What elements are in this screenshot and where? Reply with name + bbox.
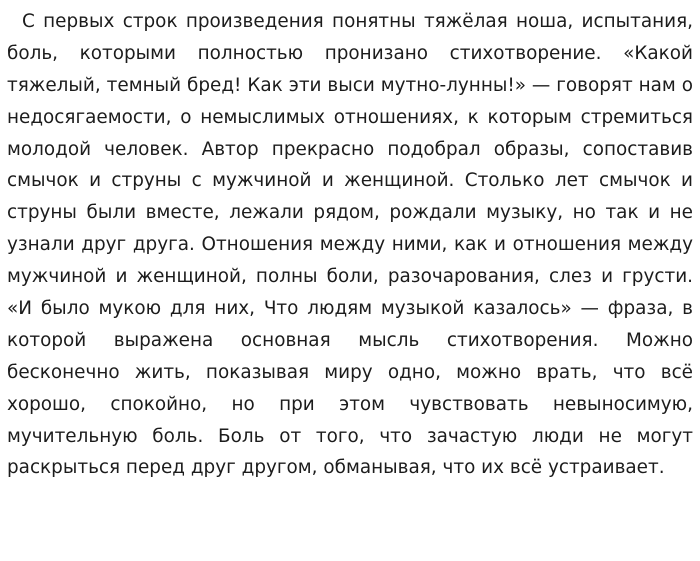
text-line: которой выражена основная мысль стихотворения. Можно xyxy=(7,329,693,351)
text-line: бесконечно жить, показывая миру одно, можно врать, что всё xyxy=(7,361,693,383)
text-line: мучительную боль. Боль от того, что зачастую люди не могут xyxy=(7,425,693,447)
text-line: мужчиной и женщиной, полны боли, разочарования, слез и грусти. xyxy=(7,266,693,288)
text-line: струны были вместе, лежали рядом, рождали музыку, но так и не xyxy=(7,202,693,224)
text-line: молодой человек. Автор прекрасно подобрал образы, сопоставив xyxy=(7,138,693,160)
text-line: тяжелый, темный бред! Как эти выси мутно-лунны!» — говорят нам о xyxy=(7,74,693,96)
text-line: С первых строк произведения понятны тяжёлая ноша, испытания, xyxy=(22,11,693,32)
text-line: недосягаемости, о немыслимых отношениях, к которым стремиться xyxy=(7,106,693,128)
text-line: боль, которыми полностью пронизано стихотворение. «Какой xyxy=(7,42,693,64)
text-line: «И было мукою для них, Что людям музыкой казалось» — фраза, в xyxy=(7,298,693,320)
text-line: узнали друг друга. Отношения между ними, как и отношения между xyxy=(7,234,693,256)
essay-paragraph xyxy=(7,6,693,484)
text-line: хорошо, спокойно, но при этом чувствовать невыносимую, xyxy=(7,393,693,415)
text-line: смычок и струны с мужчиной и женщиной. Столько лет смычок и xyxy=(7,170,693,192)
text-line: раскрыться перед друг другом, обманывая, что их всё устраивает. xyxy=(7,457,665,479)
